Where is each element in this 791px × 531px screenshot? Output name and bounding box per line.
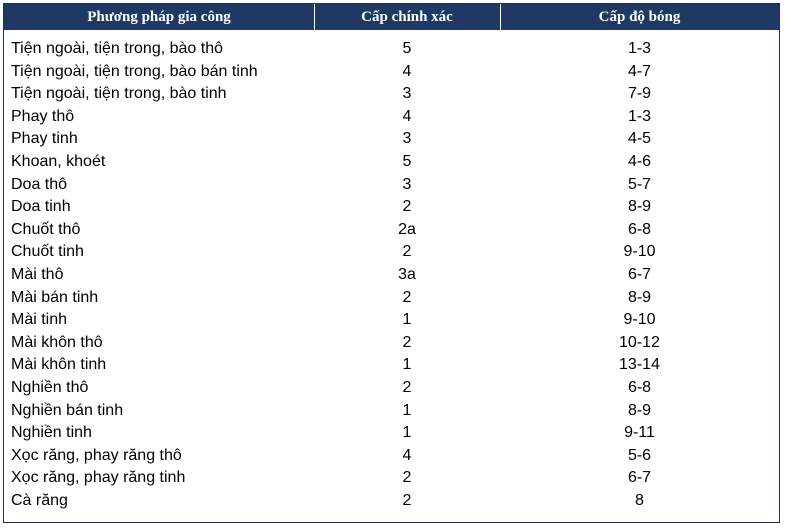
method-cell: Mài khôn thô [11, 333, 103, 351]
method-cell: Khoan, khoét [11, 152, 106, 170]
method-cell: Tiện ngoài, tiện trong, bào tinh [11, 85, 227, 103]
precision-cell: 2 [402, 198, 412, 216]
method-cell: Mài thô [11, 265, 64, 283]
finish-cell: 13-14 [619, 356, 660, 374]
header-surface-finish: Cấp độ bóng [598, 9, 681, 25]
finish-cell: 8-9 [627, 198, 652, 216]
finish-cell: 9-11 [624, 424, 655, 442]
table-row [4, 490, 779, 513]
table-row [4, 128, 779, 151]
table-row [4, 151, 779, 174]
method-cell: Mài bán tinh [11, 288, 99, 306]
method-cell: Chuốt tinh [11, 243, 84, 261]
table-row [4, 377, 779, 400]
finish-cell: 8-9 [627, 401, 652, 419]
table-row [4, 422, 779, 445]
finish-cell: 9-10 [623, 243, 656, 261]
method-cell: Nghiền tinh [11, 424, 92, 442]
table-row [4, 196, 779, 219]
finish-cell: 8 [635, 491, 644, 509]
precision-cell: 2a [398, 220, 416, 238]
precision-cell: 3 [402, 85, 412, 103]
method-cell: Mài tinh [11, 311, 68, 329]
table-row [4, 241, 779, 264]
precision-cell: 2 [402, 288, 412, 306]
finish-cell: 7-9 [627, 85, 652, 103]
finish-cell: 6-8 [627, 378, 652, 396]
method-cell: Tiện ngoài, tiện trong, bào thô [11, 40, 223, 57]
precision-cell: 5 [402, 152, 412, 170]
method-cell: Chuốt thô [11, 220, 81, 238]
finish-cell: 10-12 [619, 333, 660, 351]
precision-cell: 3a [398, 265, 416, 283]
precision-cell: 1 [402, 401, 412, 419]
finish-cell: 4-7 [627, 62, 652, 80]
precision-cell: 4 [402, 62, 412, 80]
table-row [4, 83, 779, 106]
finish-cell: 5-6 [627, 446, 652, 464]
precision-cell: 2 [402, 378, 412, 396]
precision-cell: 5 [402, 40, 412, 57]
table-row [4, 61, 779, 84]
finish-cell: 4-6 [627, 152, 652, 170]
table-row [4, 264, 779, 287]
table-row [4, 445, 779, 468]
table-row [4, 106, 779, 129]
finish-cell: 9-10 [623, 311, 656, 329]
method-cell: Phay thô [11, 107, 75, 125]
table-row [4, 287, 779, 310]
method-cell: Doa tinh [11, 198, 71, 216]
finish-cell: 4-5 [627, 130, 652, 148]
method-cell: Phay tinh [11, 130, 78, 148]
method-cell: Xọc răng, phay răng thô [11, 446, 182, 464]
finish-cell: 1-3 [627, 107, 652, 125]
finish-cell: 6-7 [627, 469, 652, 487]
table-row [4, 219, 779, 242]
header-method: Phương pháp gia công [4, 4, 315, 30]
precision-cell: 1 [402, 424, 412, 442]
header-precision-grade: Cấp chính xác [314, 4, 501, 30]
finish-cell: 6-8 [627, 220, 652, 238]
method-cell: Tiện ngoài, tiện trong, bào bán tinh [11, 62, 258, 80]
method-cell: Mài khôn tinh [11, 356, 107, 374]
method-cell: Nghiền bán tinh [11, 401, 124, 419]
table-row [4, 400, 779, 423]
finish-cell: 5-7 [627, 175, 652, 193]
precision-cell: 3 [402, 175, 412, 193]
precision-cell: 1 [402, 356, 412, 374]
table-row [4, 38, 779, 61]
machining-table [3, 3, 780, 523]
finish-cell: 1-3 [627, 40, 652, 57]
method-cell: Xọc răng, phay răng tinh [11, 469, 186, 487]
table-row [4, 332, 779, 355]
precision-cell: 4 [402, 107, 412, 125]
method-cell: Doa thô [11, 175, 68, 193]
finish-cell: 6-7 [627, 265, 652, 283]
table-row [4, 467, 779, 490]
method-cell: Cà răng [11, 491, 68, 509]
precision-cell: 2 [402, 491, 412, 509]
table-header [4, 4, 779, 30]
precision-cell: 2 [402, 243, 412, 261]
table-row [4, 309, 779, 332]
precision-cell: 1 [402, 311, 412, 329]
precision-cell: 4 [402, 446, 412, 464]
table-body [4, 38, 779, 512]
method-cell: Nghiền thô [11, 378, 89, 396]
precision-cell: 3 [402, 130, 412, 148]
table-row [4, 174, 779, 197]
precision-cell: 2 [402, 333, 412, 351]
table-row [4, 354, 779, 377]
precision-cell: 2 [402, 469, 412, 487]
finish-cell: 8-9 [627, 288, 652, 306]
